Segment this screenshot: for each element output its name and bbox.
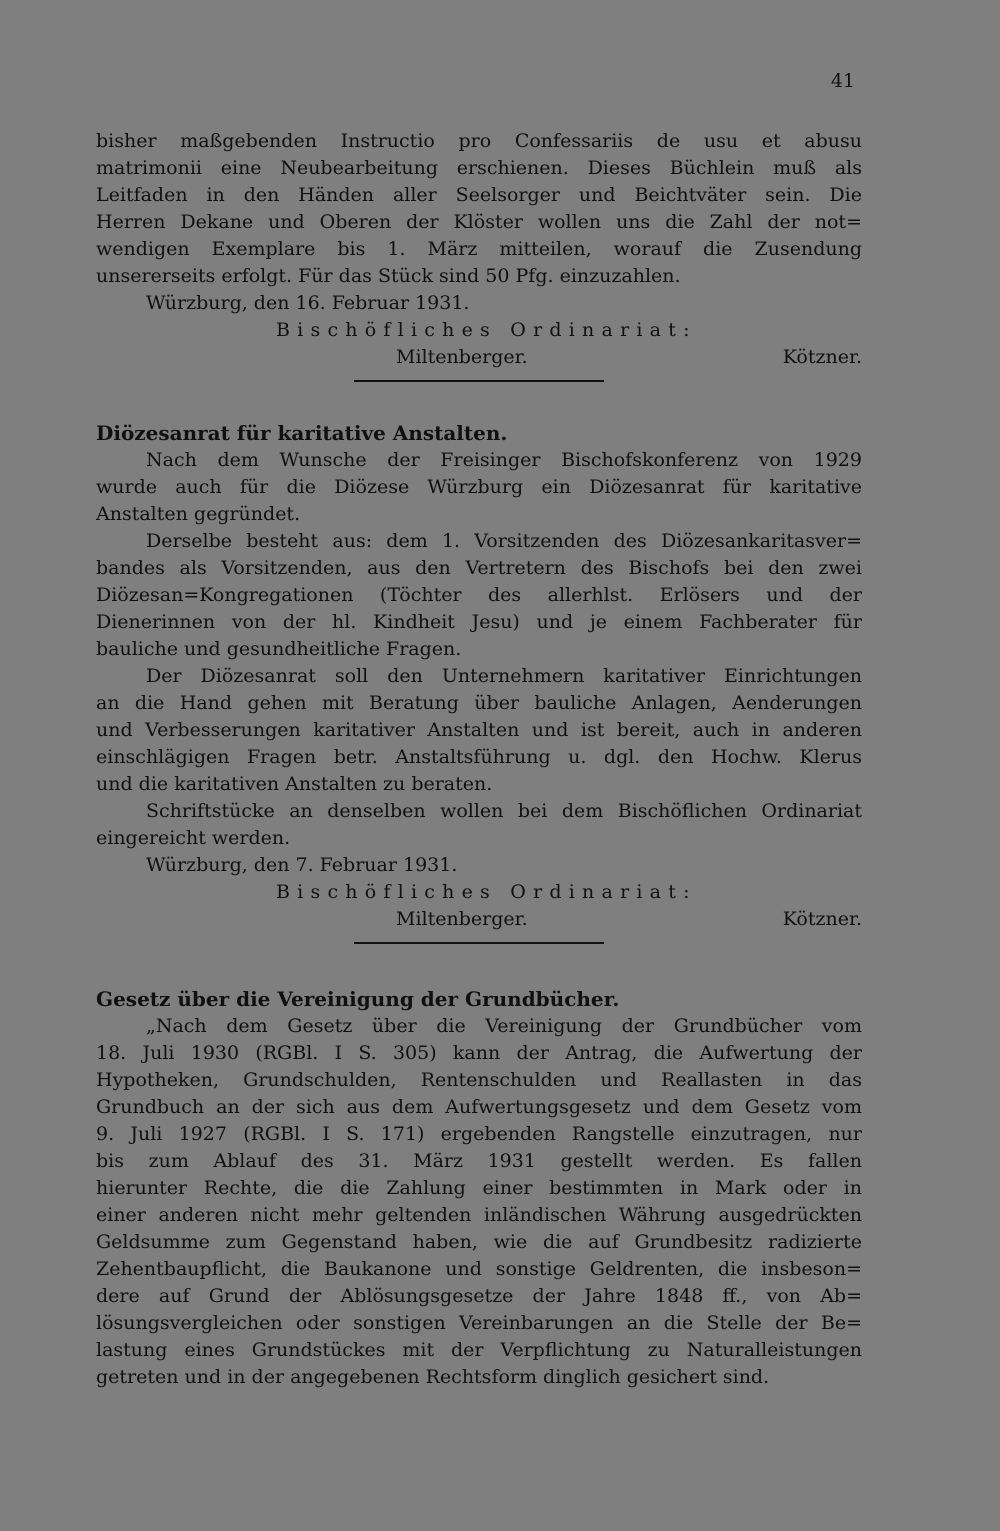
text-line: eingereicht werden. — [96, 827, 291, 849]
place-date: Würzburg, den 16. Februar 1931. — [146, 292, 470, 314]
text-line: einschlägigen Fragen betr. Anstaltsführung u. dgl. den Hochw. Klerus — [96, 746, 862, 768]
signature-right: Kötzner. — [782, 346, 862, 368]
text-line: bis zum Ablauf des 31. März 1931 gestellt werden. Es fallen — [96, 1150, 862, 1172]
text-line: Zehentbaupflicht, die Baukanone und sonstige Geldrenten, die insbeson= — [96, 1258, 862, 1280]
section-heading: Diözesanrat für karitative Anstalten. — [96, 421, 508, 445]
section-instructio — [96, 128, 862, 391]
signature-line — [96, 344, 862, 371]
text-line: Anstalten gegründet. — [96, 503, 301, 525]
text-line: einer anderen nicht mehr geltenden inländischen Währung ausgedrückten — [96, 1204, 862, 1226]
text-line: wurde auch für die Diözese Würzburg ein Diözesanrat für karitative — [96, 476, 862, 498]
text-line: matrimonii eine Neubearbeitung erschienen. Dieses Büchlein muß als — [96, 157, 862, 179]
text-line: wendigen Exemplare bis 1. März mitteilen, worauf die Zusendung — [96, 238, 862, 260]
text-line: „Nach dem Gesetz über die Vereinigung der Grundbücher vom — [146, 1015, 862, 1037]
section-divider — [354, 942, 604, 944]
section-divider — [354, 380, 604, 382]
text-line: an die Hand gehen mit Beratung über bauliche Anlagen, Aenderungen — [96, 692, 862, 714]
text-line: und Verbesserungen karitativer Anstalten und ist bereit, auch in anderen — [96, 719, 862, 741]
text-line: unsererseits erfolgt. Für das Stück sind 50 Pfg. einzuzahlen. — [96, 265, 681, 287]
text-line: Diözesan=Kongregationen (Töchter des allerhlst. Erlösers und der — [96, 584, 862, 606]
text-line: lastung eines Grundstückes mit der Verpflichtung zu Naturalleistungen — [96, 1339, 862, 1361]
text-line: Der Diözesanrat soll den Unternehmern karitativer Einrichtungen — [146, 665, 862, 687]
text-line: und die karitativen Anstalten zu beraten. — [96, 773, 493, 795]
signature-left: Miltenberger. — [396, 908, 528, 930]
signature-org: Bischöfliches Ordinariat: — [276, 881, 697, 903]
text-line: Herren Dekane und Oberen der Klöster wollen uns die Zahl der not= — [96, 211, 862, 233]
text-line: lösungsvergleichen oder sonstigen Vereinbarungen an die Stelle der Be= — [96, 1312, 862, 1334]
text-line: dere auf Grund der Ablösungsgesetze der Jahre 1848 ff., von Ab= — [96, 1285, 862, 1307]
text-line: bauliche und gesundheitliche Fragen. — [96, 638, 462, 660]
text-line: bisher maßgebenden Instructio pro Confessariis de usu et abusu — [96, 130, 862, 152]
text-line: Nach dem Wunsche der Freisinger Bischofskonferenz von 1929 — [146, 449, 862, 471]
text-line: Grundbuch an der sich aus dem Aufwertungsgesetz und dem Gesetz vom — [96, 1096, 862, 1118]
text-line: hierunter Rechte, die die Zahlung einer bestimmten in Mark oder in — [96, 1177, 862, 1199]
signature-right: Kötzner. — [782, 908, 862, 930]
text-line: Dienerinnen von der hl. Kindheit Jesu) und je einem Fachberater für — [96, 611, 862, 633]
page-number: 41 — [830, 70, 855, 92]
text-line: Schriftstücke an denselben wollen bei dem Bischöflichen Ordinariat — [146, 800, 862, 822]
text-line: Derselbe besteht aus: dem 1. Vorsitzenden des Diözesankaritasver= — [146, 530, 862, 552]
signature-org: Bischöfliches Ordinariat: — [276, 319, 697, 341]
text-line: Geldsumme zum Gegenstand haben, wie die auf Grundbesitz radizierte — [96, 1231, 862, 1253]
text-line: Hypotheken, Grundschulden, Rentenschulden und Reallasten in das — [96, 1069, 862, 1091]
section-grundbuecher — [96, 986, 862, 1391]
section-heading: Gesetz über die Vereinigung der Grundbücher. — [96, 987, 620, 1011]
section-dioezesanrat — [96, 420, 862, 953]
text-line: getreten und in der angegebenen Rechtsform dinglich gesichert sind. — [96, 1366, 770, 1388]
place-date: Würzburg, den 7. Februar 1931. — [146, 854, 458, 876]
signature-left: Miltenberger. — [396, 346, 528, 368]
signature-line — [96, 906, 862, 933]
text-line: Leitfaden in den Händen aller Seelsorger und Beichtväter sein. Die — [96, 184, 862, 206]
text-line: 18. Juli 1930 (RGBl. I S. 305) kann der Antrag, die Aufwertung der — [96, 1042, 862, 1064]
text-line: 9. Juli 1927 (RGBl. I S. 171) ergebenden Rangstelle einzutragen, nur — [96, 1123, 862, 1145]
text-line: bandes als Vorsitzenden, aus den Vertretern des Bischofs bei den zwei — [96, 557, 862, 579]
